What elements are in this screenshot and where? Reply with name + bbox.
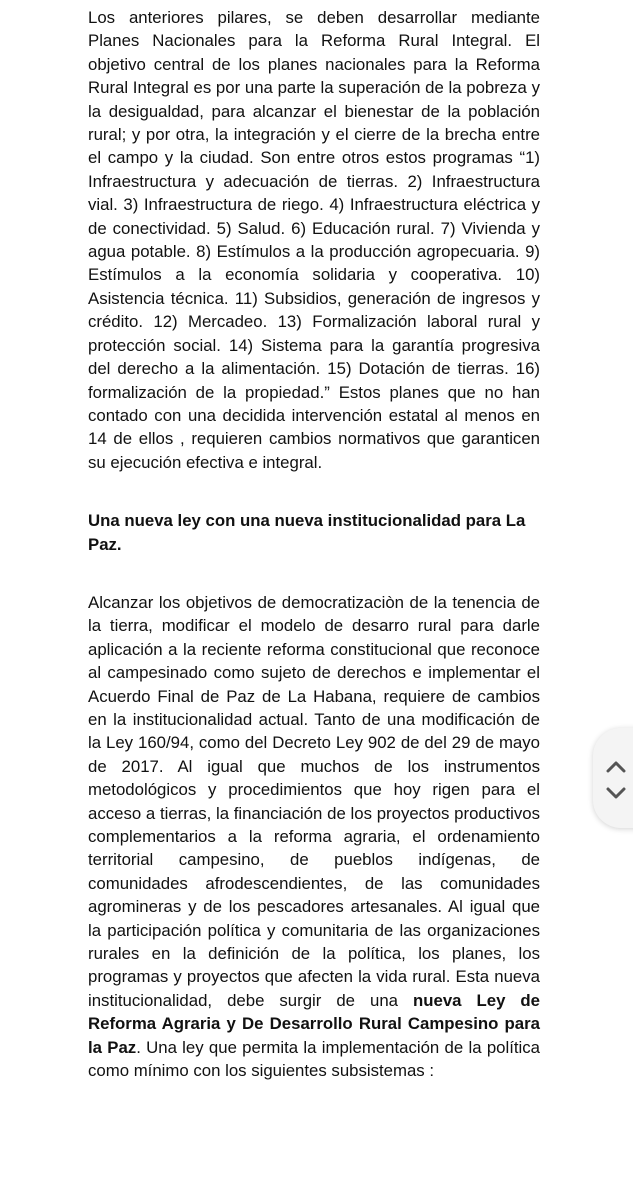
paragraph-text-start: Alcanzar los objetivos de democratizaciòn de la tenencia de la tierra, modificar el modelo de desarro rural para darle aplicación a la reciente reforma constitucional que reconoce al campesinado como sujeto de derechos e implementar el Acuerdo Final de Paz de La Habana, requiere de cambios en la institucionalidad actual. Tanto de una modificación de la Ley 160/94, como del Decreto Ley 902 de del 29 de mayo de 2017. Al igual que muchos de los instrumentos metodológicos y procedimientos que hoy rigen para el acceso a tierras, la financiación de los proyectos productivos complementarios a la reforma agraria, el ordenamiento territorial campesino, de pueblos indígenas, de comunidades afrodescendientes, de las comunidades agromineras y de los pescadores artesanales. Al igual que la participación política y comunitaria de las organizaciones rurales en la definición de la política, los planes, los programas y proyectos que afecten la vida rural. Esta nueva institucionalidad, debe surgir de una [88,592,540,1010]
chevron-down-icon-graphic [603,780,629,806]
chevron-up-icon[interactable] [603,754,629,780]
paragraph-text-end: . Una ley que permita la implementación de la política como mínimo con los siguientes subsistemas : [88,1037,540,1081]
chevron-down-icon[interactable] [603,780,629,806]
paragraph-pilares: Los anteriores pilares, se deben desarrollar mediante Planes Nacionales para la Reforma Rural Integral. El objetivo central de los planes nacionales para la Reforma Rural Integral es por una parte la superación de la pobreza y la desigualdad, para alcanzar el bienestar de la población rural; y por otra, la integración y el cierre de la brecha entre el campo y la ciudad. Son entre otros estos programas “1) Infraestructura y adecuación de tierras. 2) Infraestructura vial. 3) Infraestructura de riego. 4) Infraestructura eléctrica y de conectividad. 5) Salud. 6) Educación rural. 7) Vivienda y agua potable. 8) Estímulos a la producción agropecuaria. 9) Estímulos a la economía solidaria y cooperativa. 10) Asistencia técnica. 11) Subsidios, generación de ingresos y crédito. 12) Mercadeo. 13) Formalización laboral rural y protección social. 14) Sistema para la garantía progresiva del derecho a la alimentación. 15) Dotación de tierras. 16) formalización de la propiedad.” Estos planes que no han contado con una decidida intervención estatal al menos en 14 de ellos , requieren cambios normativos que garanticen su ejecución efectiva e integral. [88,8,540,472]
paragraph-spacer [88,474,540,509]
bold-law-name: nueva Ley de Reforma Agraria y De Desarrollo Rural Campesino para la Paz [88,990,541,1057]
document-page [88,6,540,1082]
chevron-up-icon-graphic [603,754,629,780]
page-scroll-widget [593,728,633,828]
paragraph-spacer [88,556,540,591]
paragraph-institucionalidad [88,591,540,1083]
section-heading: Una nueva ley con una nueva institucionalidad para La Paz. [88,511,526,554]
